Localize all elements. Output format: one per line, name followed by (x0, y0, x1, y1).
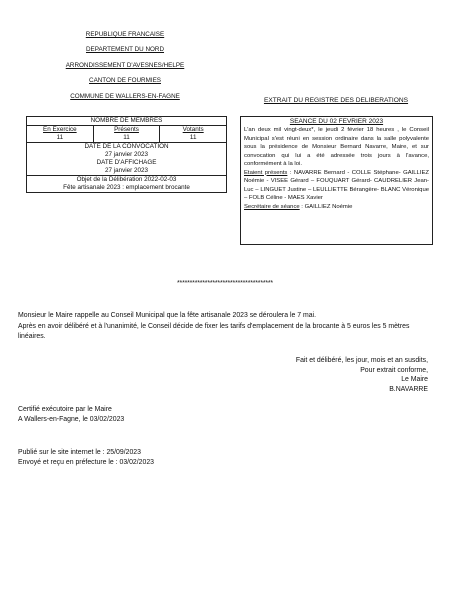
extrait-title: EXTRAIT DU REGISTRE DES DELIBERATIONS (263, 97, 409, 104)
members-counts (27, 126, 226, 143)
publie-line: Publié sur le site internet le : 25/09/2023 (18, 449, 141, 456)
signature-line-3: Le Maire (401, 376, 428, 384)
affichage-date: 27 janvier 2023 (27, 167, 226, 176)
body-para-1: Monsieur le Maire rappelle au Conseil Municipal que la fête artisanale 2023 se déroulera le 7 mai. (18, 312, 316, 319)
seance-intro: L'an deux mil vingt-deux*, le jeudi 2 février 18 heures , le Conseil Municipal s'est réuni en session ordinaire dans la salle polyvalente sous la présidence de Monsieur Bernard Navarre, Maire, et sur convocation qui lui a été adressée trois jours à l'avance, conformément à la loi. (244, 127, 429, 167)
header-commune: COMMUNE DE WALLERS-EN-FAGNE (70, 93, 180, 100)
body-para-2: Après en avoir délibéré et à l'unanimité, le Conseil décide de fixer les tarifs d'emplacement de la brocante à 5 euros les 5 mètres linéaires. (18, 323, 410, 340)
objet-label: Objet de la Délibération 2022-02-03 (76, 176, 177, 183)
convocation-label: DATE DE LA CONVOCATION (84, 143, 169, 150)
presents-heading: Etaient présents (244, 169, 288, 176)
presents-list: : NAVARRE Bernard - COLLE Stéphane- GAILLIEZ Noémie - VISEE Gérard – FOUQUART Gérard- CAUDRELIER Jean-Luc – LINGUET Justine – LEULLIETTE Bérangère- BLANC Véronique – FOLB Céline - MAES Xavier (244, 169, 429, 201)
certification-block (18, 405, 124, 424)
members-table (26, 116, 227, 193)
en-exercice-cell (27, 126, 94, 142)
seance-presents (244, 169, 429, 203)
seance-box (240, 116, 433, 245)
members-table-title: NOMBRE DE MEMBRES (27, 117, 226, 126)
votants-cell (160, 126, 226, 142)
seance-secretaire (244, 203, 429, 212)
votants-label: Votants (182, 126, 204, 133)
affichage-label: DATE D'AFFICHAGE (96, 159, 157, 166)
publication-block (18, 448, 154, 467)
en-exercice-label: En Exercice (43, 126, 77, 133)
header-arrondissement: ARRONDISSEMENT D'AVESNES/HELPE (65, 62, 185, 69)
convocation-date: 27 janvier 2023 (104, 151, 149, 158)
certifie-line-1: Certifié exécutoire par le Maire (18, 406, 112, 413)
signature-line-4: B.NAVARRE (389, 385, 428, 393)
header-departement: DEPARTEMENT DU NORD (85, 46, 165, 53)
header-republique: REPUBLIQUE FRANCAISE (85, 31, 165, 38)
presents-cell (94, 126, 161, 142)
votants-value: 11 (189, 134, 197, 141)
presents-label: Présents (114, 126, 139, 133)
envoye-line: Envoyé et reçu en préfecture le : 03/02/2023 (18, 458, 154, 466)
signature-line-1: Fait et délibéré, les jour, mois et an susdits, (295, 357, 428, 364)
certifie-line-2: A Wallers-en-Fagne, le 03/02/2023 (18, 415, 125, 423)
objet-text: Fête artisanale 2023 : emplacement brocante (63, 184, 190, 191)
en-exercice-value: 11 (56, 134, 64, 141)
separator-stars: ************************************** (177, 280, 273, 287)
signature-block (296, 356, 428, 394)
header-canton: CANTON DE FOURMIES (89, 77, 161, 84)
presents-value: 11 (123, 134, 130, 141)
signature-line-2: Pour extrait conforme, (360, 366, 428, 374)
seance-title: SEANCE DU 02 FEVRIER 2023 (289, 118, 384, 125)
secretaire-name: : GAILLIEZ Noémie (299, 203, 353, 210)
secretaire-heading: Secrétaire de séance (244, 203, 300, 210)
